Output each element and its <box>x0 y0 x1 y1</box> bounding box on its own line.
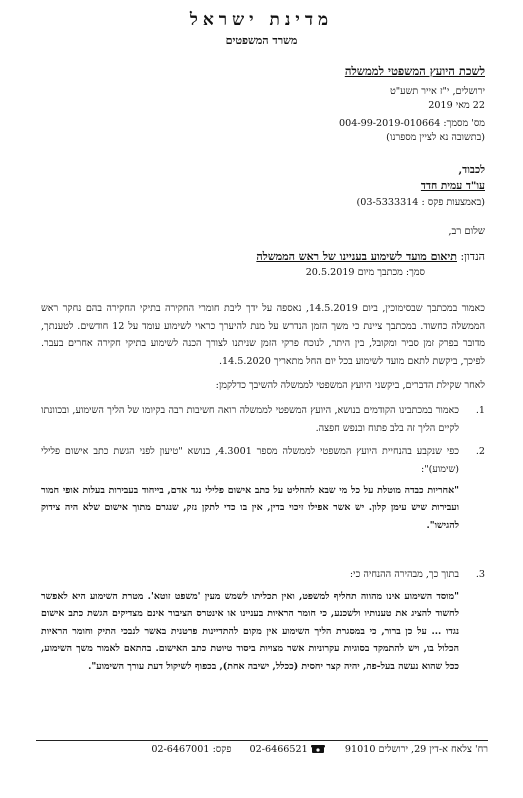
quote-block-2: "מוסד השימוע אינו מהווה תחליף למשפט, ואין תכליתו לשמש מעין 'משפט זוטא'. מטרת השימוע היא לאפשר לחשוד להציג את טענותיו ולשכנע, כי חומר הראיות בעניינו או אינטרס הציבור אינם מצדיקים הגשת כתב אישום נגדו ... על כן ברור, כי במסגרת הליך השימוע אין מקום להתדיינות פרטנית באשר לנבכי התיק וחומר הראיות הכלול בו, ויש להתמקד בסוגיות עקרוניות אשר מצויות ביסוד טיוטת כתב האישום. בהתאם לאמור משך השימוע, ככל שהוא נעשה בעל-פה, יהיה קצר יחסית (ככלל, ישיבה אחת), בכפוף לשיקול דעת עורך השימוע". <box>41 591 459 672</box>
reference-number: 004-99-2019-010664 <box>339 118 441 129</box>
subject-ref-text: מכתבך מיום 20.5.2019 <box>305 267 403 278</box>
footer <box>36 744 488 755</box>
footer-divider <box>36 740 488 741</box>
item-number: 3. <box>475 569 485 580</box>
reference-line <box>339 118 485 129</box>
ministry-heading: משרד המשפטים <box>225 34 298 47</box>
reference-label: מס' מסמך: <box>443 118 485 129</box>
greeting: שלום רב, <box>448 226 485 237</box>
subject-line <box>256 250 485 263</box>
item-text: כאמור במכתבינו הקודמים בנושא, היועץ המשפטי לממשלה רואה חשיבות רבה בקיומו של הליך השימוע, ובכוונתו לקיים הליך זה בלב פתוח ובנפש חפצה. <box>41 405 459 434</box>
numbered-item-1 <box>41 402 485 437</box>
place-and-hebrew-date: ירושלים, י"ז אייר תשע"ט <box>389 86 485 97</box>
item-text: כפי שנקבע בהנחיית היועץ המשפטי לממשלה מספר 4.3001, בנושא "טיעון לפני הגשת כתב אישום פלילי (שימוע)": <box>41 446 459 475</box>
numbered-item-3 <box>41 566 485 584</box>
date: 22 מאי 2019 <box>428 100 485 111</box>
subject-ref-label: סמך: <box>405 267 425 278</box>
reference-note: (בתשובה נא לציין מספרנו) <box>386 132 485 143</box>
footer-fax-label: פקס: <box>212 744 232 755</box>
subject-reference <box>306 267 425 278</box>
numbered-item-2 <box>41 443 485 478</box>
office-heading: לשכת היועץ המשפטי לממשלה <box>344 64 485 78</box>
subject-text: תיאום מועד לשימוע בעניינו של ראש הממשלה <box>256 250 457 263</box>
footer-fax: 02-6467001 <box>151 744 210 755</box>
item-number: 2. <box>475 446 485 457</box>
subject-label: הנדון: <box>460 250 485 263</box>
phone-icon <box>311 745 325 754</box>
body-paragraph-1: כאמור במכתבך שבסימוכין, ביום 14.5.2019, נאספה על ידך ליבת חומרי החקירה בתיקי החקירה בהם נחקר ראש הממשלה כחשוד. במכתבך ציינת כי משך הזמן הנדרש על מנת להיערך כראוי לשימוע עומד על 12 חודשים. לטענתך, מדובר בפרק זמן סביר ומקובל, בין היתר, לנוכח פרקי הזמן שניתנו לצורך הכנה לשימוע בתיקי חקירה אחרים בעבר. לפיכך, ביקשת לתאם מועד לשימוע בכל יום החל מתאריך 14.5.2020. <box>41 303 485 367</box>
item-text: בתוך כך, מבהירה ההנחיה כי: <box>349 569 459 580</box>
footer-address: רח' צלאח א-דין 29, ירושלים 91010 <box>344 744 488 755</box>
addressee-name: עו"ד עמית חדד <box>420 180 485 192</box>
footer-phone: 02-6466521 <box>249 744 308 755</box>
addressee-fax: (באמצעות פקס : 03-5333314) <box>356 197 485 208</box>
body-paragraph-2: לאחר שקילת הדברים, ביקשני היועץ המשפטי לממשלה להשיבך כדלקמן: <box>215 380 485 391</box>
state-heading: מדינת ישראל <box>189 10 334 30</box>
item-number: 1. <box>475 405 485 416</box>
addressee-to: לכבוד, <box>458 164 485 176</box>
quote-block-1: "אחריות כבדה מוטלת על כל מי שבא להחליט על כתב אישום פלילי נגד אדם, בייחוד בעבירות בעלות אופי חמור ועבירות שיש עימן קלון. יש אשר אפילו זיכוי בדין, אין בו כדי לתקן נזק, שנגרם מתוך אישום שלא היה צידוק להגישו". <box>41 485 459 531</box>
